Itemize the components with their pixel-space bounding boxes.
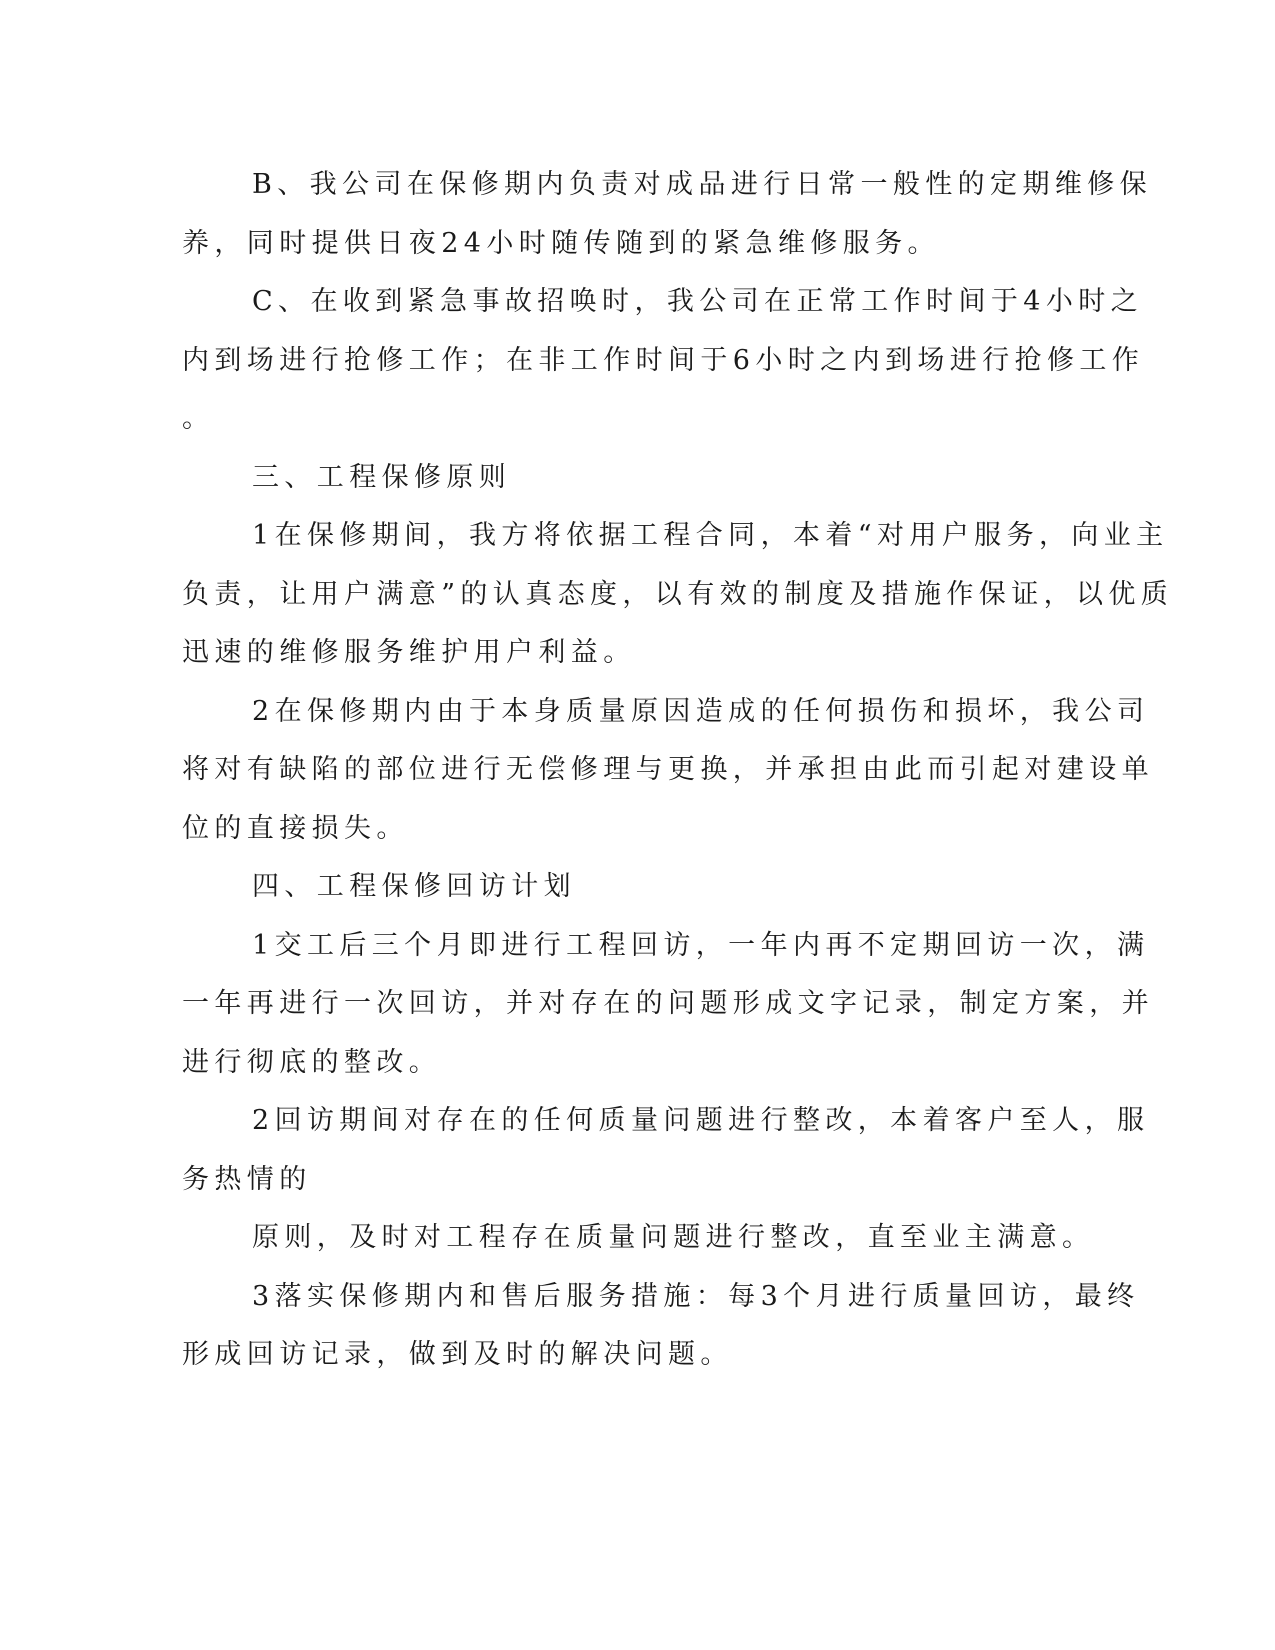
paragraph-line: 进行彻底的整改。 [182,1046,442,1078]
paragraph-line: 负责，让用户满意”的认真态度，以有效的制度及措施作保证，以优质 [182,578,1174,610]
paragraph-line: 原则，及时对工程存在质量问题进行整改，直至业主满意。 [252,1222,1095,1253]
paragraph-line: 位的直接损失。 [182,812,409,844]
paragraph-line: 形成回访记录，做到及时的解决问题。 [182,1339,733,1370]
paragraph-line: 1在保修期间，我方将依据工程合同，本着“对用户服务，向业主 [252,520,1169,551]
paragraph-line: 养，同时提供日夜24小时随传随到的紧急维修服务。 [182,227,940,259]
paragraph-line: 。 [182,403,215,434]
paragraph-line: 务热情的 [182,1163,312,1195]
paragraph-line: 迅速的维修服务维护用户利益。 [182,637,636,668]
section-heading: 三、工程保修原则 [252,461,512,493]
paragraph-line: 一年再进行一次回访，并对存在的问题形成文字记录，制定方案，并 [182,988,1154,1019]
paragraph-line: 2回访期间对存在的任何质量问题进行整改，本着客户至人，服 [252,1105,1150,1136]
paragraph-line: 将对有缺陷的部位进行无偿修理与更换，并承担由此而引起对建设单 [182,754,1154,785]
paragraph-line: 内到场进行抢修工作；在非工作时间于6小时之内到场进行抢修工作 [182,344,1145,376]
paragraph-line: B、我公司在保修期内负责对成品进行日常一般性的定期维修保 [252,169,1153,200]
paragraph-line: 1交工后三个月即进行工程回访，一年内再不定期回访一次，满 [252,929,1150,961]
paragraph-line: C、在收到紧急事故招唤时，我公司在正常工作时间于4小时之 [252,286,1144,317]
section-heading: 四、工程保修回访计划 [252,871,576,902]
document-body [182,156,1174,1385]
paragraph-line: 3落实保修期内和售后服务措施：每3个月进行质量回访，最终 [252,1280,1140,1312]
paragraph-line: 2在保修期内由于本身质量原因造成的任何损伤和损坏，我公司 [252,695,1150,727]
